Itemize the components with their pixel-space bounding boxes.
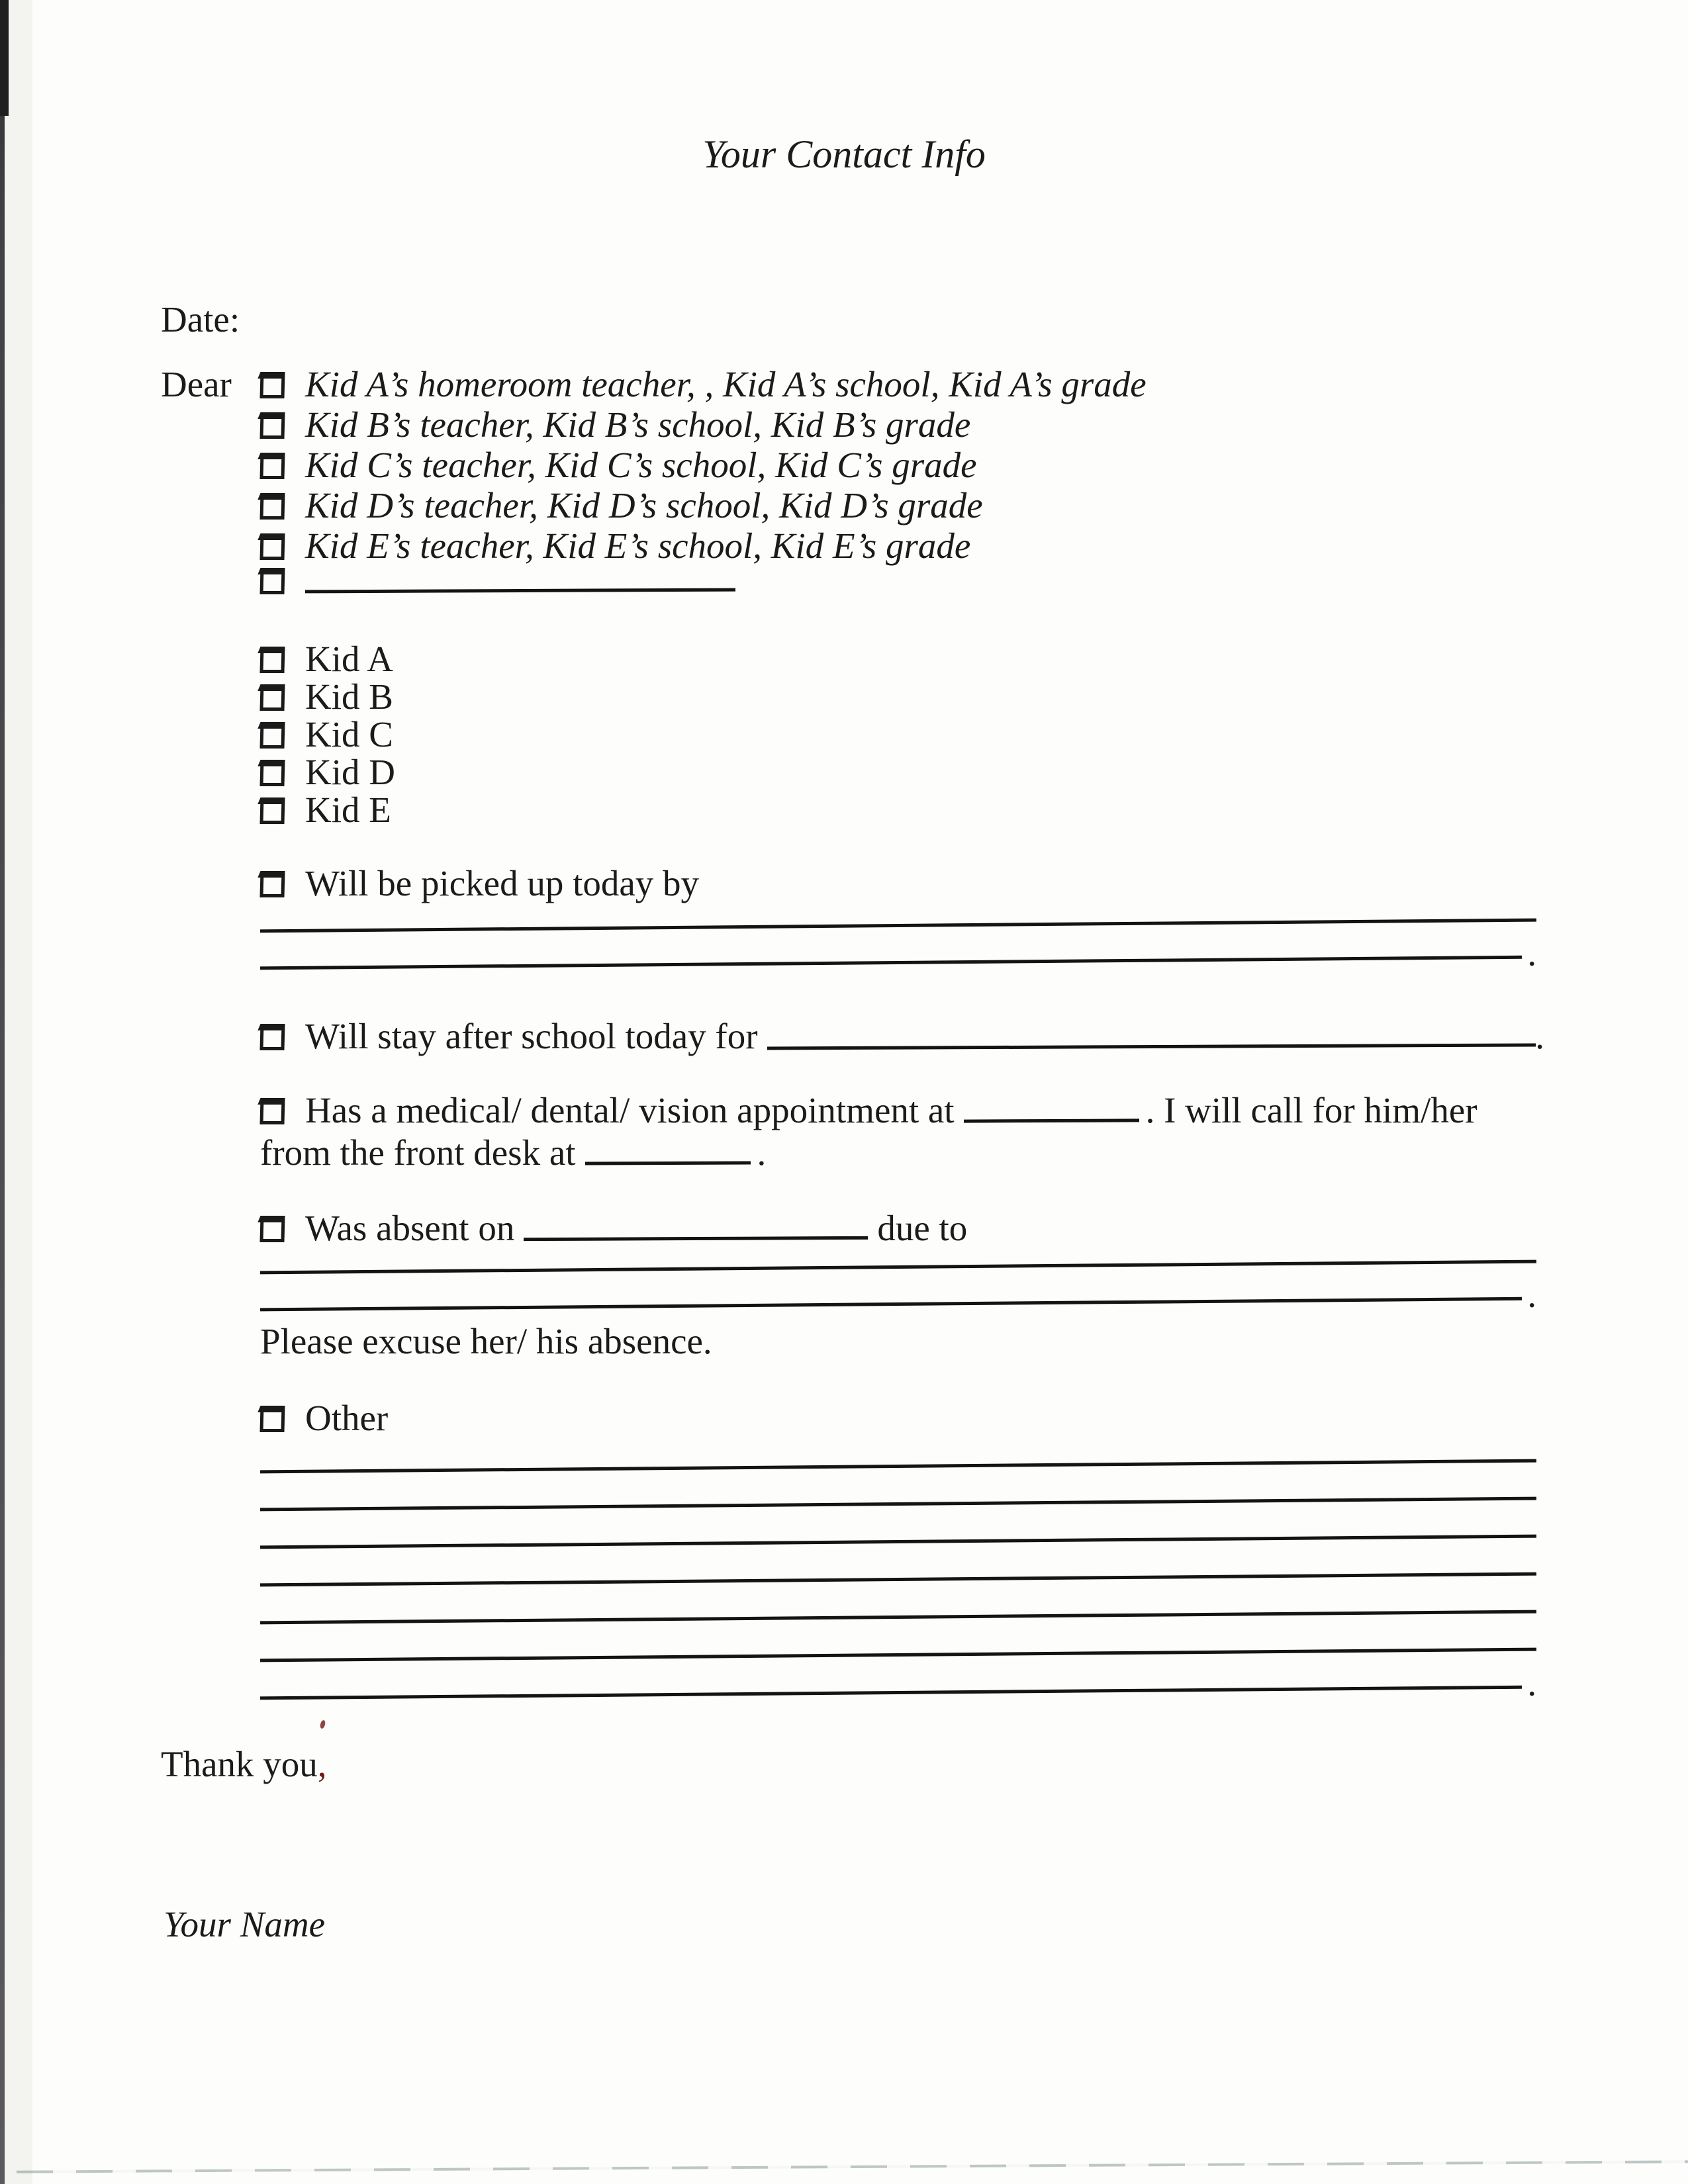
- checkbox-icon[interactable]: [259, 453, 285, 479]
- fill-in-blank[interactable]: [524, 1236, 868, 1241]
- checkbox-icon[interactable]: [259, 1406, 285, 1432]
- checkbox-icon[interactable]: [259, 871, 285, 897]
- checkbox-icon[interactable]: [259, 647, 285, 673]
- pickup-label: Will be picked up today by: [305, 863, 700, 903]
- writing-line[interactable]: [260, 1648, 1536, 1662]
- dear-option-label: Kid A’s homeroom teacher, , Kid A’s school, Kid A’s grade: [305, 364, 1147, 404]
- checkbox-icon[interactable]: [259, 533, 285, 560]
- checkbox-icon[interactable]: [259, 1216, 285, 1242]
- kid-row: [260, 678, 395, 715]
- end-period: .: [757, 1132, 767, 1173]
- scan-edge-band-artifact: [5, 0, 32, 2184]
- appointment-label: Has a medical/ dental/ vision appointment at: [305, 1090, 955, 1130]
- dear-option-label: Kid C’s teacher, Kid C’s school, Kid C’s grade: [305, 445, 977, 485]
- checkbox-icon[interactable]: [259, 684, 285, 711]
- red-ink-comma: ,: [317, 1744, 327, 1784]
- fill-in-blank[interactable]: [585, 1161, 751, 1165]
- checkbox-icon[interactable]: [259, 568, 285, 594]
- writing-line[interactable]: [260, 1610, 1536, 1625]
- appointment-row: [260, 1092, 1477, 1128]
- other-row: [260, 1400, 388, 1436]
- date-label: Date:: [161, 299, 240, 340]
- kid-row: [260, 715, 395, 753]
- appointment-row-2: [260, 1134, 766, 1171]
- writing-line[interactable]: [260, 1662, 1537, 1704]
- dear-option-row: [260, 445, 1147, 485]
- dear-option-row: [260, 485, 1147, 525]
- scan-bottom-line-artifact: [17, 2160, 1688, 2173]
- signature-text: Your Name: [164, 1904, 326, 1944]
- kid-label: Kid E: [305, 790, 391, 830]
- fill-in-blank[interactable]: [305, 588, 735, 594]
- thank-you-text: Thank you: [161, 1744, 318, 1784]
- dear-option-row: [260, 404, 1147, 445]
- page-title: Your Contact Info: [702, 132, 986, 176]
- writing-line[interactable]: [260, 1572, 1536, 1587]
- checkbox-icon[interactable]: [259, 372, 285, 398]
- dear-option-row: [260, 364, 1147, 404]
- writing-line[interactable]: [260, 1459, 1536, 1474]
- appointment-label-2: . I will call for him/her: [1145, 1090, 1477, 1130]
- kid-row: [260, 753, 395, 791]
- stay-row: [260, 1018, 1544, 1054]
- kid-label: Kid A: [305, 639, 393, 679]
- absent-row: [260, 1210, 967, 1246]
- absent-label-2: due to: [877, 1208, 968, 1248]
- checkbox-icon[interactable]: [259, 797, 285, 824]
- checkbox-icon[interactable]: [259, 1024, 285, 1050]
- dear-option-label: Kid E’s teacher, Kid E’s school, Kid E’s grade: [305, 525, 971, 566]
- kid-label: Kid D: [305, 752, 395, 792]
- end-period: .: [1535, 1016, 1544, 1056]
- writing-line[interactable]: [260, 1535, 1536, 1549]
- pickup-row: [260, 865, 699, 901]
- writing-line[interactable]: [260, 1260, 1536, 1275]
- writing-line[interactable]: [260, 1274, 1537, 1315]
- writing-line[interactable]: [260, 1497, 1536, 1512]
- kid-row: [260, 791, 395, 829]
- checkbox-icon[interactable]: [259, 760, 285, 786]
- dear-option-label: Kid B’s teacher, Kid B’s school, Kid B’s grade: [305, 404, 971, 445]
- fill-in-blank[interactable]: [964, 1118, 1139, 1122]
- kids-section: [260, 640, 395, 829]
- dear-option-label: Kid D’s teacher, Kid D’s school, Kid D’s grade: [305, 485, 983, 525]
- dear-section: [161, 364, 1147, 606]
- dear-option-row-blank: [260, 566, 1147, 606]
- checkbox-icon[interactable]: [259, 1098, 285, 1124]
- excuse-text: Please excuse her/ his absence.: [260, 1321, 712, 1361]
- writing-line[interactable]: [260, 933, 1537, 974]
- dear-options: [260, 364, 1147, 606]
- stay-label: Will stay after school today for: [305, 1016, 758, 1056]
- checkbox-icon[interactable]: [259, 412, 285, 439]
- other-label: Other: [305, 1398, 389, 1438]
- closing-text: [161, 1746, 327, 1782]
- checkbox-icon[interactable]: [259, 722, 285, 749]
- scan-edge-artifact: [0, 0, 5, 2184]
- checkbox-icon[interactable]: [259, 493, 285, 520]
- dear-option-row: [260, 525, 1147, 566]
- kid-row: [260, 640, 395, 678]
- kid-label: Kid C: [305, 714, 393, 754]
- appointment-label-3: from the front desk at: [260, 1132, 576, 1173]
- scan-corner-artifact: [0, 0, 9, 116]
- dear-label: Dear: [161, 364, 232, 404]
- absent-label: Was absent on: [305, 1208, 515, 1248]
- writing-line[interactable]: [260, 919, 1536, 933]
- kid-label: Kid B: [305, 676, 393, 717]
- fill-in-blank[interactable]: [767, 1043, 1536, 1050]
